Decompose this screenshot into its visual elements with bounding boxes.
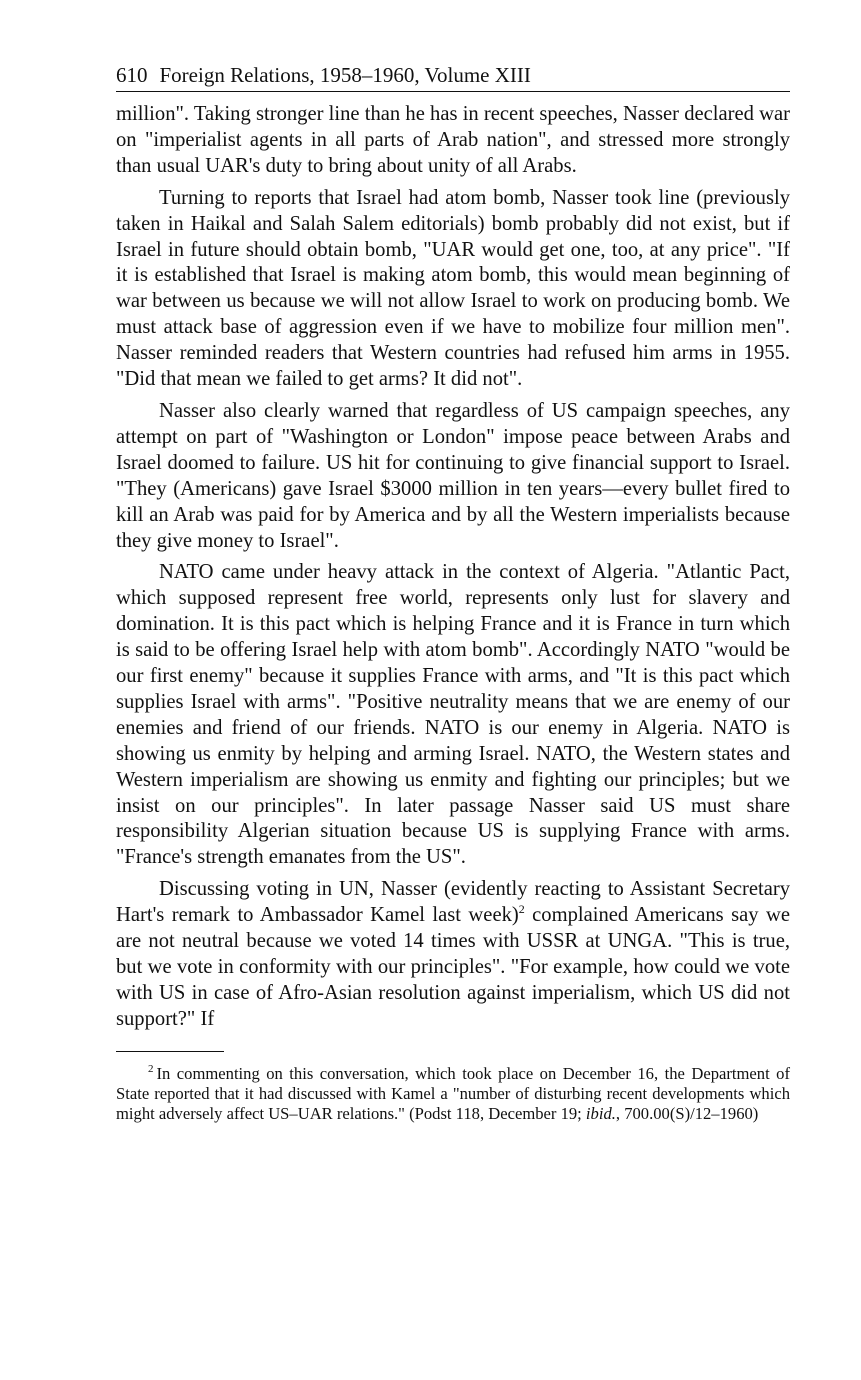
footnote-text: In commenting on this conversation, which took place on December 16, the Department of State reported that it had discussed with Kamel a "number of disturbing recent developments which might adversely affect US–UAR relations." (Podst 118, December 19; (116, 1063, 790, 1123)
paragraph: Nasser also clearly warned that regardless of US campaign speeches, any attempt on part of "Washington or London" impose peace between Arabs and Israel doomed to failure. US hit for continuing to give financial support to Israel. "They (Americans) gave Israel $3000 million in ten years—every bullet fired to kill an Arab was paid for by America and by all the Western imperialists because they give money to Israel". (116, 399, 790, 552)
paragraph: Turning to reports that Israel had atom bomb, Nasser took line (previously taken in Haikal and Salah Salem editorials) bomb probably did not exist, but if Israel in future should obtain bomb, "UAR would get one, too, at any price". "If it is established that Israel is making atom bomb, this would mean beginning of war between us because we will not allow Israel to work on producing bomb. We must attack base of aggression even if we have to mobilize four million men". Nasser reminded readers that Western countries had refused him arms in 1955. "Did that mean we failed to get arms? It did not". (116, 186, 790, 391)
footnote (116, 1064, 790, 1124)
footnote-reference: 2 (518, 902, 525, 917)
paragraph: NATO came under heavy attack in the context of Algeria. "Atlantic Pact, which supposed represent free world, represents only lust for slavery and domination. It is this pact which is helping France and it is France in turn which is said to be offering Israel help with atom bomb". Accordingly NATO "would be our first enemy" because it supplies France with arms, and "It is this pact which supplies Israel with arms". "Positive neutrality means that we are enemy of our enemies and friend of our friends. NATO is our enemy in Algeria. NATO is showing us enmity by helping and arming Israel. NATO, the Western states and Western imperialism are showing us enmity and fighting our principles; but we insist on our principles". In later passage Nasser said US must share responsibility Algerian situation because US is supplying France with arms. "France's strength emanates from the US". (116, 561, 790, 869)
document-page (116, 62, 790, 1124)
footnote-mark: 2 (148, 1063, 154, 1076)
footnote-divider (116, 1051, 224, 1052)
body-text (116, 102, 790, 1033)
paragraph-with-footnote-reference (116, 877, 790, 1032)
paragraph-text: Discussing voting in UN, Nasser (evidently reacting to Assistant Secretary Hart's remark to Ambassador Kamel last week) (116, 878, 790, 927)
footnote-italic-text: ibid. (585, 1103, 616, 1123)
volume-title: Foreign Relations, 1958–1960, Volume XIII (159, 63, 531, 87)
footnote-text: , 700.00(S)/12–1960) (615, 1103, 759, 1123)
page-number: 610 (116, 63, 148, 87)
paragraph: million". Taking stronger line than he has in recent speeches, Nasser declared war on "imperialist agents in all parts of Arab nation", and stressed more strongly than usual UAR's duty to bring about unity of all Arabs. (116, 103, 790, 177)
running-header (116, 62, 790, 92)
paragraph-text: complained Americans say we are not neutral because we voted 14 times with USSR at UNGA. "This is true, but we vote in conformity with our principles". "For example, how could we vote with US in case of Afro-Asian resolution against imperialism, which US did not support?" If (116, 904, 790, 1030)
